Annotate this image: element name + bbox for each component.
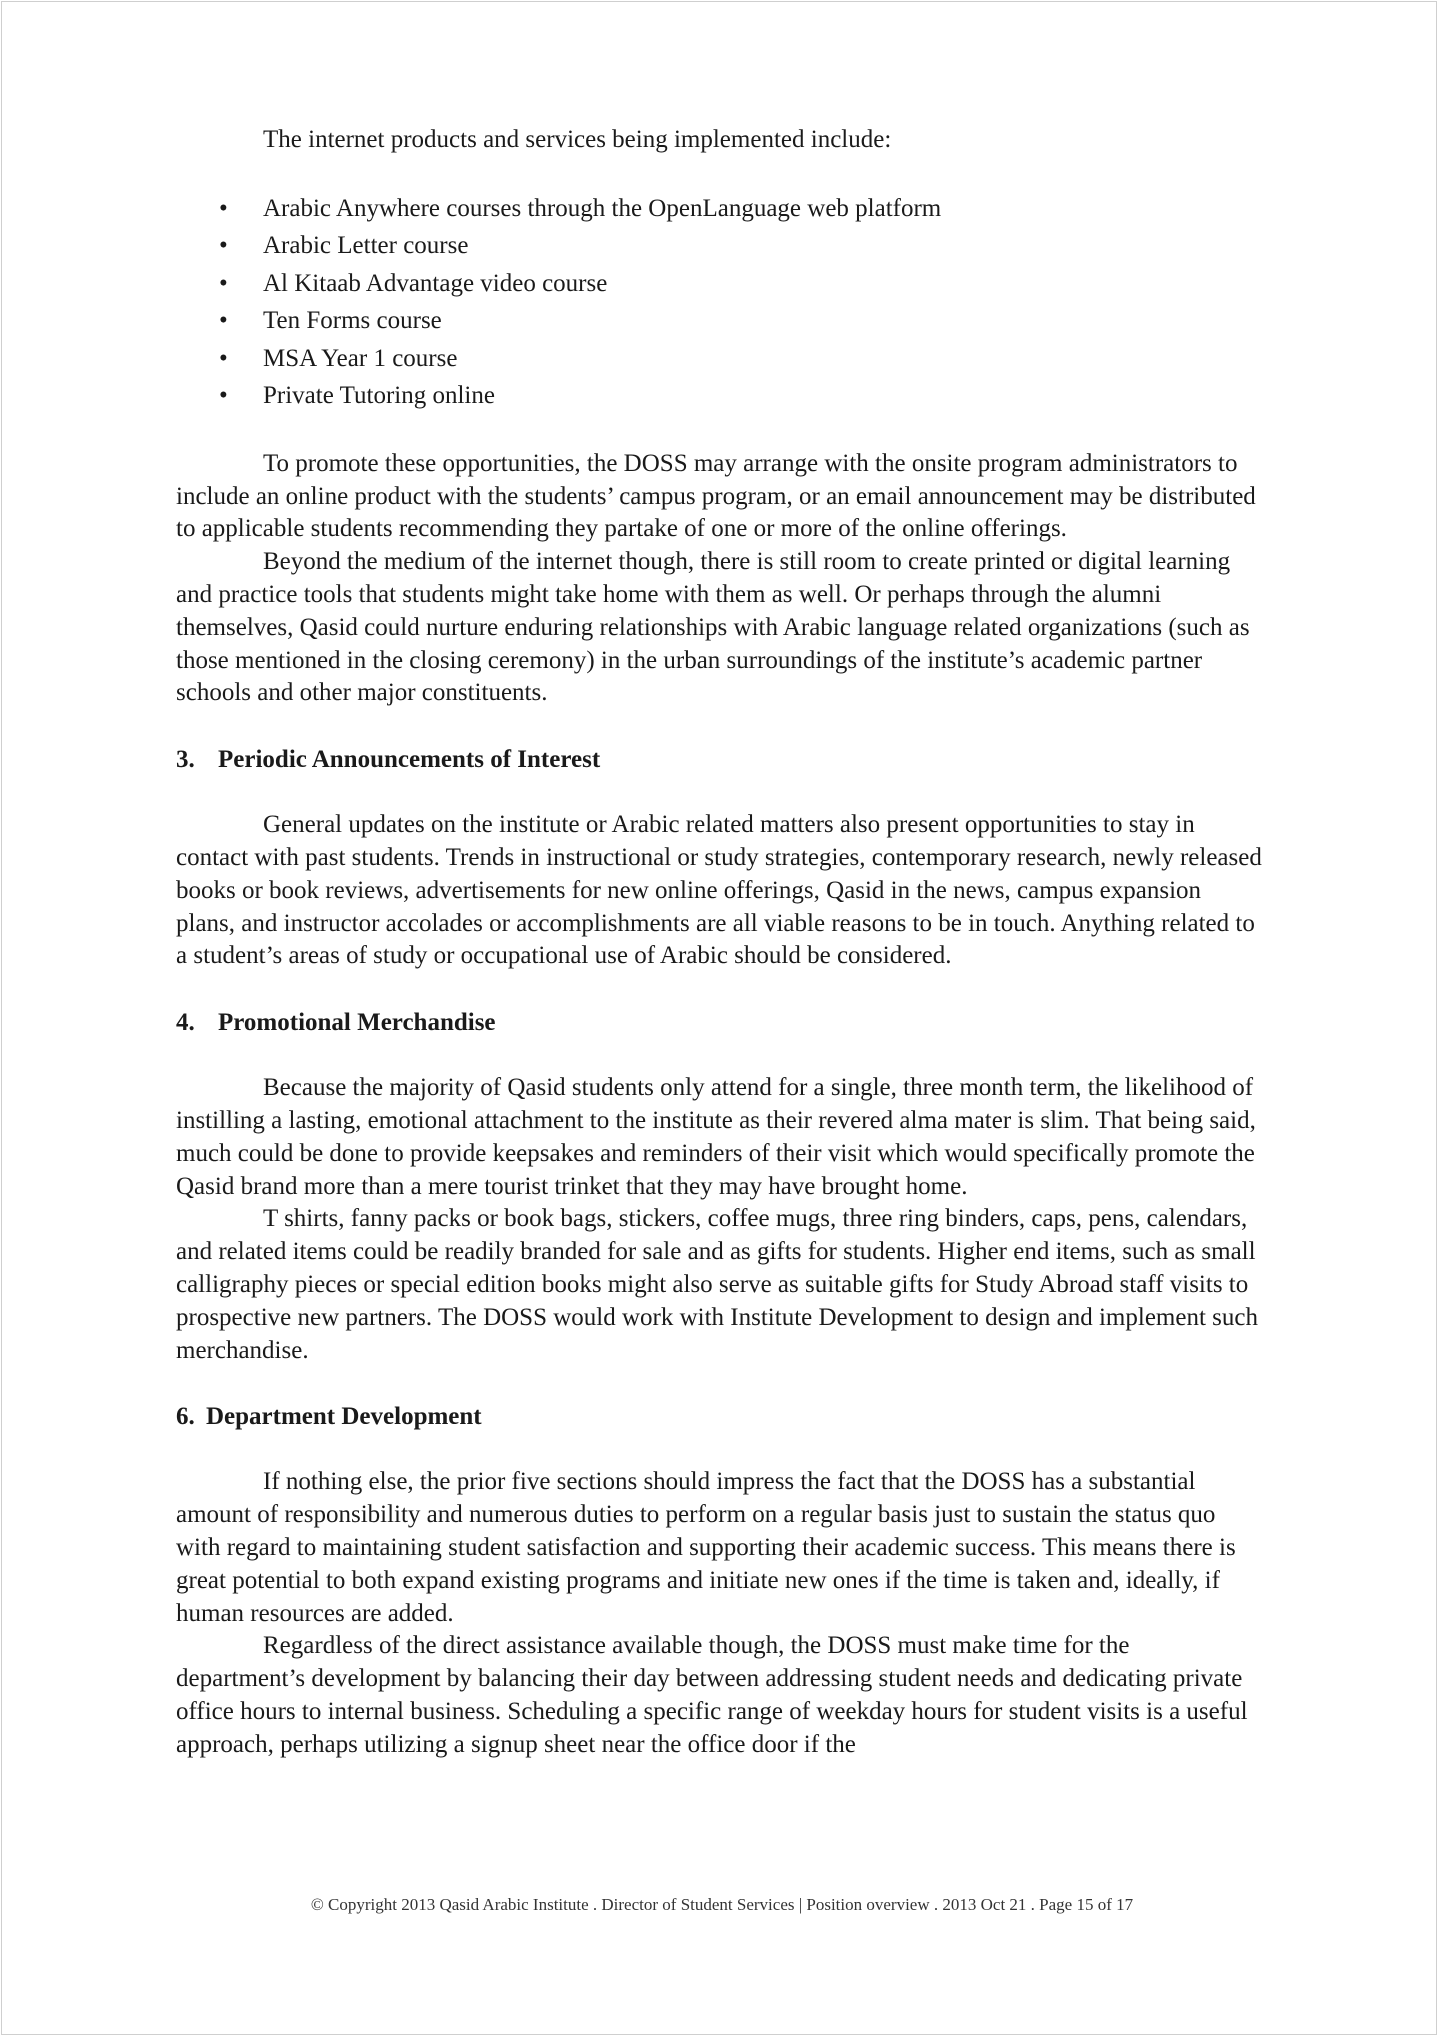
section-heading-4 bbox=[176, 1006, 1264, 1039]
bullet-icon: • bbox=[219, 269, 228, 297]
bullet-icon: • bbox=[219, 232, 228, 260]
body-paragraph: T shirts, fanny packs or book bags, stickers, coffee mugs, three ring binders, caps, pens, calendars, and related items could be readily branded for sale and as gifts for students. Higher end items, such as small calligraphy pieces or special edition books might also serve as suitable gifts for Study Abroad staff visits to prospective new partners. The DOSS would work with Institute Development to design and implement such merchandise. bbox=[176, 1205, 1258, 1364]
page-content bbox=[176, 124, 1264, 1762]
section-title: Periodic Announcements of Interest bbox=[218, 746, 601, 774]
page-footer: © Copyright 2013 Qasid Arabic Institute . Director of Student Services | Position overview . 2013 Oct 21 . Page 15 of 17 bbox=[310, 1895, 1134, 1914]
section-title: Promotional Merchandise bbox=[218, 1009, 496, 1037]
body-paragraph: Beyond the medium of the internet though, there is still room to create printed or digital learning and practice tools that students might take home with them as well. Or perhaps through the alumni themselves, Qasid could nurture enduring relationships with Arabic language related organizations (such as those mentioned in the closing ceremony) in the urban surroundings of the institute’s academic partner schools and other major constituents. bbox=[176, 548, 1250, 707]
list-item: • Ten Forms course bbox=[176, 302, 1264, 340]
body-paragraph: Regardless of the direct assistance available though, the DOSS must make time for the department’s development by balancing their day between addressing student needs and dedicating private office hours to internal business. Scheduling a specific range of weekday hours for student visits is a useful approach, perhaps utilizing a signup sheet near the office door if the bbox=[176, 1632, 1248, 1758]
section-number: 3. bbox=[176, 746, 195, 774]
list-item: • MSA Year 1 course bbox=[176, 340, 1264, 378]
product-list bbox=[176, 190, 1264, 415]
bullet-icon: • bbox=[219, 307, 228, 335]
section-number: 6. bbox=[176, 1403, 195, 1431]
list-item: • Arabic Letter course bbox=[176, 227, 1264, 265]
body-paragraph: To promote these opportunities, the DOSS may arrange with the onsite program administrators to include an online product with the students’ campus program, or an email announcement may be distributed to applicable students recommending they partake of one or more of the online offerings. bbox=[176, 449, 1256, 543]
body-paragraph: Because the majority of Qasid students only attend for a single, three month term, the likelihood of instilling a lasting, emotional attachment to the institute as their revered alma mater is slim. That being said, much could be done to provide keepsakes and reminders of their visit which would specifically promote the Qasid brand more than a mere tourist trinket that they may have brought home. bbox=[176, 1074, 1256, 1200]
section-heading-3 bbox=[176, 743, 1264, 776]
body-paragraph: General updates on the institute or Arabic related matters also present opportunities to stay in contact with past students. Trends in instructional or study strategies, contemporary research, newly released books or book reviews, advertisements for new online offerings, Qasid in the news, campus expansion plans, and instructor accolades or accomplishments are all viable reasons to be in touch. Anything related to a student’s areas of study or occupational use of Arabic should be considered. bbox=[176, 811, 1262, 970]
list-item: • Al Kitaab Advantage video course bbox=[176, 265, 1264, 303]
body-paragraph: If nothing else, the prior five sections should impress the fact that the DOSS has a substantial amount of responsibility and numerous duties to perform on a regular basis just to sustain the status quo with regard to maintaining student satisfaction and supporting their academic success. This means there is great potential to both expand existing programs and initiate new ones if the time is taken and, ideally, if human resources are added. bbox=[176, 1468, 1236, 1627]
intro-paragraph: The internet products and services being implemented include: bbox=[263, 126, 892, 153]
bullet-icon: • bbox=[219, 344, 228, 372]
bullet-icon: • bbox=[219, 382, 228, 410]
section-heading-6 bbox=[176, 1400, 1264, 1433]
list-item: • Private Tutoring online bbox=[176, 377, 1264, 415]
section-title: Department Development bbox=[206, 1403, 482, 1431]
section-number: 4. bbox=[176, 1009, 195, 1037]
document-page bbox=[1, 1, 1437, 2035]
bullet-icon: • bbox=[219, 194, 228, 222]
list-item: • Arabic Anywhere courses through the OpenLanguage web platform bbox=[176, 190, 1264, 228]
